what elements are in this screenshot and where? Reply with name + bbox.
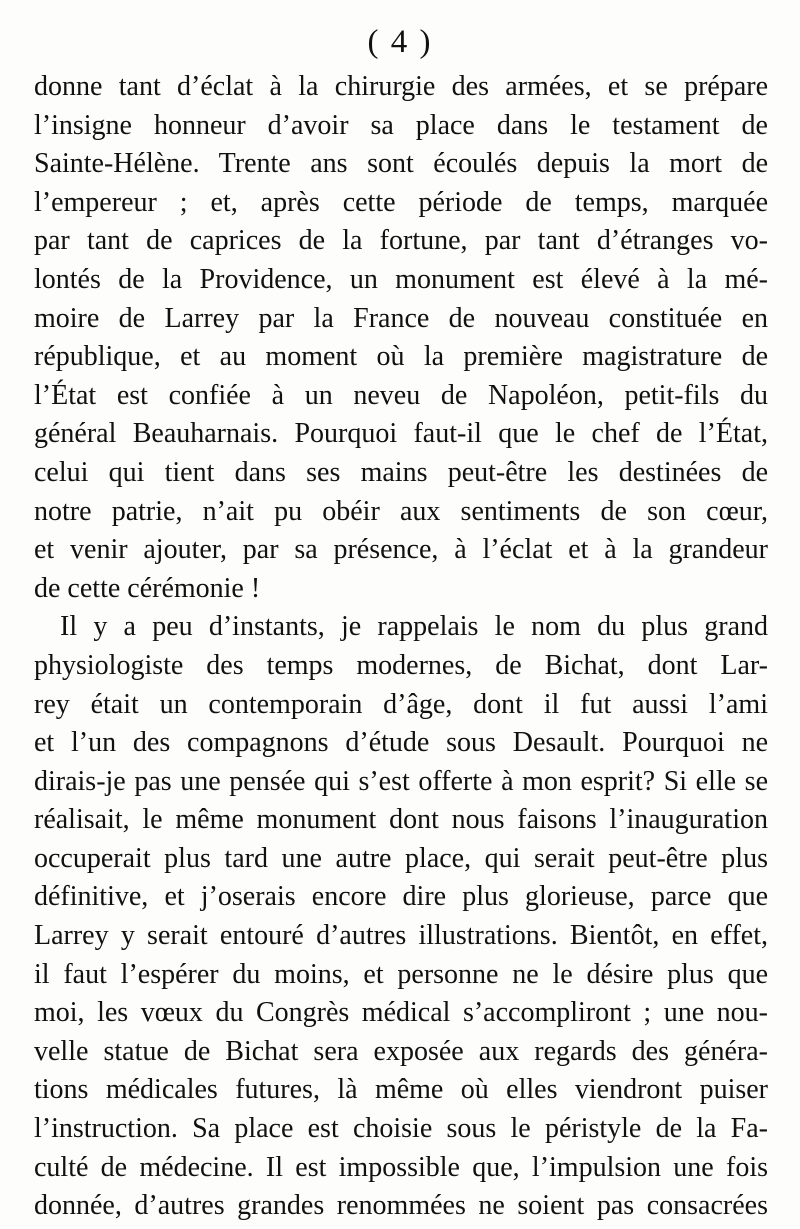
text-line: Sainte-Hélène. Trente ans sont écoulés depuis la mort de	[34, 148, 768, 180]
text-line: réalisait, le même monument dont nous faisons l’inauguration	[34, 804, 768, 836]
text-line: moi, les vœux du Congrès médical s’accompliront ; une nou-	[34, 997, 768, 1029]
text-line: l’empereur ; et, après cette période de temps, marquée	[34, 186, 768, 218]
text-line: de cette cérémonie !	[34, 572, 261, 604]
text-line: et venir ajouter, par sa présence, à l’éclat et à la grandeur	[34, 534, 768, 566]
text-line: donne tant d’éclat à la chirurgie des armées, et se prépare	[34, 71, 768, 102]
text-line: culté de médecine. Il est impossible que, l’impulsion une fois	[34, 1151, 768, 1183]
text-line: Il y a peu d’instants, je rappelais le nom du plus grand	[60, 611, 768, 643]
text-line: tions médicales futures, là même où elles viendront puiser	[34, 1074, 768, 1106]
text-line: celui qui tient dans ses mains peut-être les destinées de	[34, 456, 768, 488]
text-line: par tant de caprices de la fortune, par tant d’étranges vo-	[34, 225, 768, 257]
text-line: dirais-je pas une pensée qui s’est offerte à mon esprit? Si elle se	[34, 765, 768, 797]
text-line: lontés de la Providence, un monument est élevé à la mé-	[34, 263, 768, 295]
text-line: définitive, et j’oserais encore dire plus glorieuse, parce que	[34, 881, 768, 913]
text-line: physiologiste des temps modernes, de Bichat, dont Lar-	[34, 649, 768, 681]
text-line: velle statue de Bichat sera exposée aux regards des généra-	[34, 1035, 768, 1067]
text-line: et l’un des compagnons d’étude sous Desault. Pourquoi ne	[34, 727, 768, 759]
paragraph	[34, 68, 768, 608]
text-line: il faut l’espérer du moins, et personne ne le désire plus que	[34, 958, 768, 990]
text-line: l’instruction. Sa place est choisie sous le péristyle de la Fa-	[34, 1113, 768, 1145]
text-line: l’État est confiée à un neveu de Napoléon, petit-fils du	[34, 379, 768, 411]
text-line: général Beauharnais. Pourquoi faut-il que le chef de l’État,	[34, 418, 768, 450]
text-line: rey était un contemporain d’âge, dont il fut aussi l’ami	[34, 688, 768, 720]
text-line: occuperait plus tard une autre place, qui serait peut-être plus	[34, 842, 768, 874]
text-line: république, et au moment où la première magistrature de	[34, 341, 768, 373]
paragraph	[34, 608, 768, 1226]
text-line: l’insigne honneur d’avoir sa place dans le testament de	[34, 109, 768, 141]
page-number: ( 4 )	[367, 24, 433, 60]
text-line: Larrey y serait entouré d’autres illustrations. Bientôt, en effet,	[34, 920, 768, 952]
text-line: moire de Larrey par la France de nouveau constituée en	[34, 302, 768, 334]
body-text	[34, 68, 768, 1226]
text-line: notre patrie, n’ait pu obéir aux sentiments de son cœur,	[34, 495, 768, 527]
text-line: donnée, d’autres grandes renommées ne soient pas consacrées	[34, 1190, 768, 1222]
